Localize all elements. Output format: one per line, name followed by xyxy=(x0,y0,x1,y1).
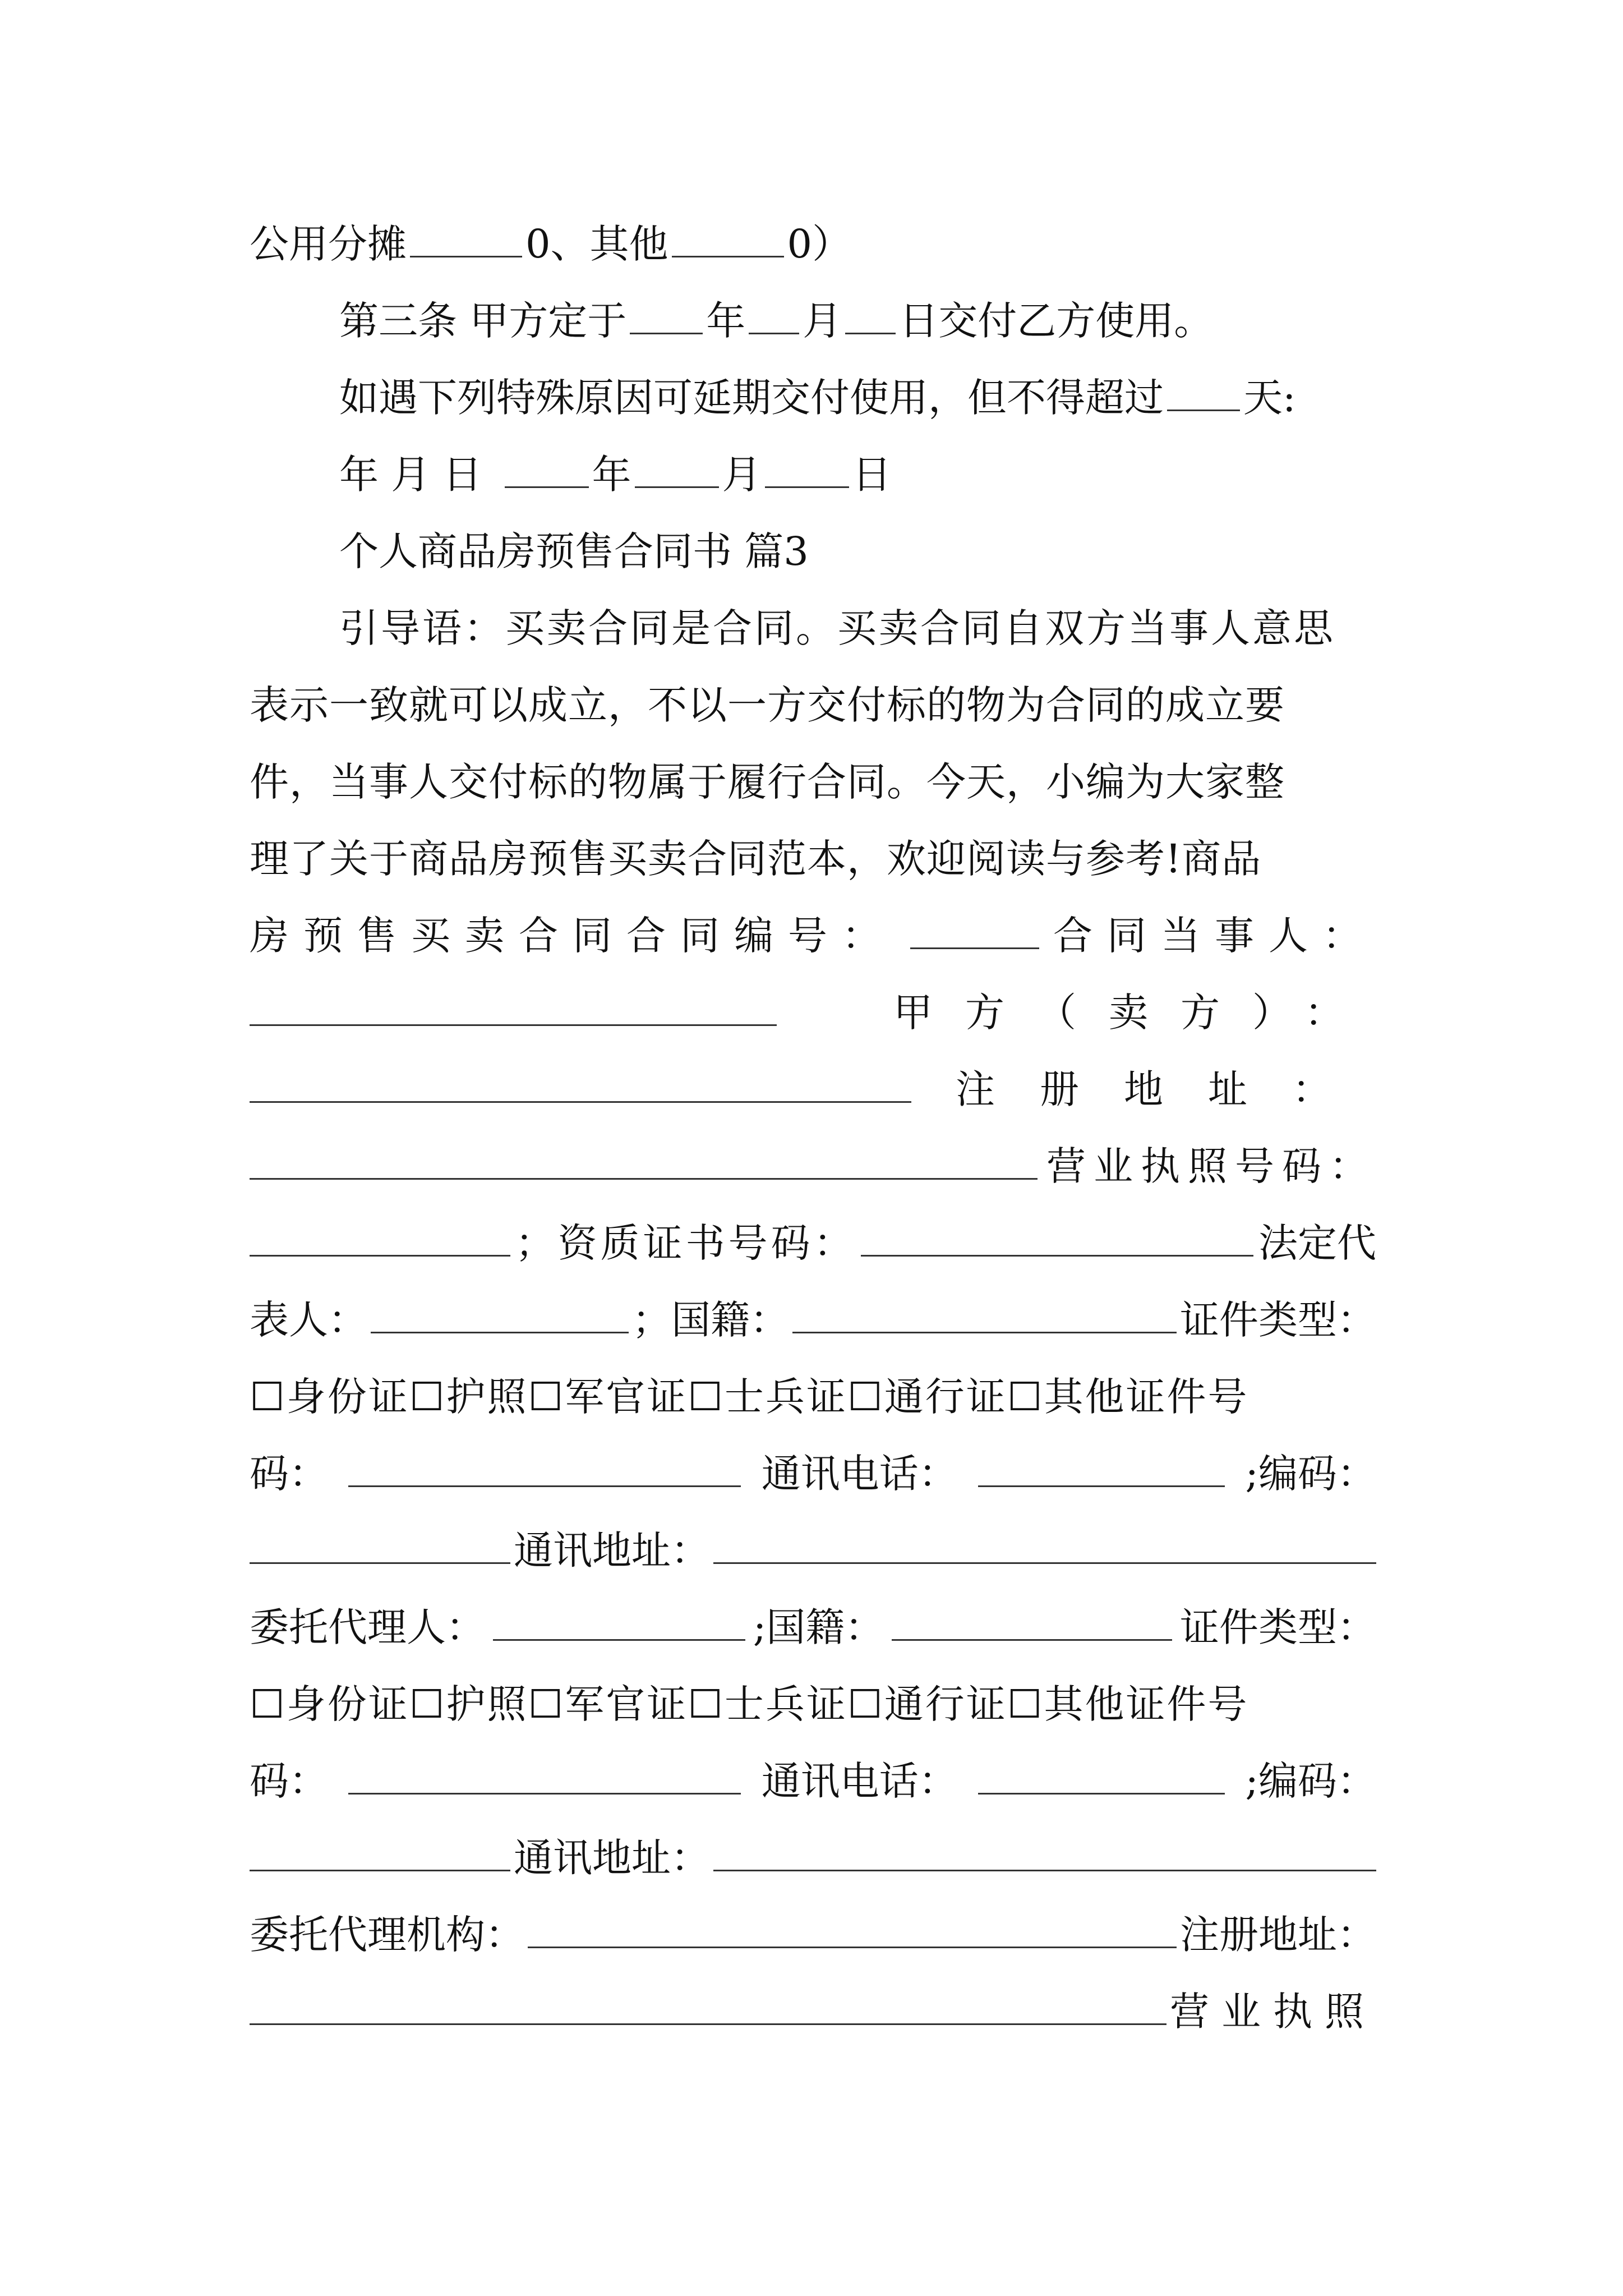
blank-field[interactable] xyxy=(250,990,777,1026)
blank-field[interactable] xyxy=(713,1527,1376,1564)
blank-day[interactable] xyxy=(765,452,849,488)
line-phone xyxy=(250,1753,1376,1809)
line-article-3 xyxy=(339,293,1376,349)
text-id-type: 证件类型： xyxy=(1179,1604,1376,1650)
blank-field[interactable] xyxy=(493,1604,745,1641)
blank-field[interactable] xyxy=(371,1297,629,1333)
blank-month[interactable] xyxy=(749,298,799,334)
line-representative xyxy=(250,1292,1376,1348)
line-phone xyxy=(250,1446,1376,1502)
id-type-checkboxes[interactable]: ☐身份证☐护照☐军官证☐士兵证☐通行证☐其他证件号 xyxy=(250,1374,1249,1420)
blank-field[interactable] xyxy=(672,221,784,257)
blank-contract-no[interactable] xyxy=(910,913,1039,949)
paragraph-line xyxy=(250,677,1376,733)
text-day: 日 xyxy=(852,452,892,498)
line-address xyxy=(250,1830,1376,1886)
line-reg-address xyxy=(250,1061,1376,1117)
line-contract-no xyxy=(250,908,1376,964)
paragraph-line xyxy=(339,600,1376,656)
paragraph-line xyxy=(250,831,1376,887)
blank-field[interactable] xyxy=(250,1066,911,1103)
text-reg-address: 注册地址： xyxy=(1180,1912,1376,1958)
text-days: 天: xyxy=(1243,375,1296,421)
text-other: 0、其他 xyxy=(525,221,668,267)
blank-field[interactable] xyxy=(978,1758,1225,1795)
text-nationality: ；国籍： xyxy=(631,1297,789,1343)
paragraph-text: 理了关于商品房预售买卖合同范本，欢迎阅读与参考!商品 xyxy=(250,836,1262,882)
line-agency xyxy=(250,1907,1376,1963)
paragraph-text: 件，当事人交付标的物属于履行合同。今天，小编为大家整 xyxy=(250,759,1285,805)
blank-year[interactable] xyxy=(630,298,703,334)
text-party-a: 甲方（卖方）： xyxy=(893,990,1376,1036)
line-agent xyxy=(250,1599,1376,1655)
text-ymd: 年 月 日 xyxy=(339,452,482,498)
text-parties: 合同当事人： xyxy=(1053,913,1376,959)
blank-days[interactable] xyxy=(1167,375,1240,411)
line-license xyxy=(250,1984,1376,2040)
line-license xyxy=(250,1138,1376,1194)
text-license: 营业执照 xyxy=(1170,1989,1376,2035)
blank-field[interactable] xyxy=(250,1835,510,1871)
line-party-a xyxy=(250,984,1376,1041)
text-phone: 通讯电话： xyxy=(761,1758,958,1804)
section-heading xyxy=(339,523,1376,579)
text-id-type: 证件类型： xyxy=(1180,1297,1376,1343)
line-delay xyxy=(339,370,1376,426)
id-type-checkboxes[interactable]: ☐身份证☐护照☐军官证☐士兵证☐通行证☐其他证件号 xyxy=(250,1681,1249,1727)
blank-day[interactable] xyxy=(845,298,896,334)
text-address: 通讯地址： xyxy=(514,1835,710,1881)
blank-field[interactable] xyxy=(892,1604,1172,1641)
paragraph-text: 引导语：买卖合同是合同。买卖合同自双方当事人意思 xyxy=(339,605,1335,651)
text-year: 年 xyxy=(706,298,746,344)
blank-field[interactable] xyxy=(250,1220,510,1257)
blank-field[interactable] xyxy=(713,1835,1376,1871)
text-postcode: ;编码： xyxy=(1245,1451,1376,1497)
paragraph-text: 表示一致就可以成立，不以一方交付标的物为合同的成立要 xyxy=(250,682,1285,728)
heading-text: 个人商品房预售合同书 篇3 xyxy=(339,528,809,574)
blank-year[interactable] xyxy=(505,452,589,488)
blank-field[interactable] xyxy=(250,1989,1166,2025)
text-agency: 委托代理机构： xyxy=(250,1912,524,1958)
text-license: 营业执照号码： xyxy=(1046,1143,1376,1189)
text-close: 0） xyxy=(787,221,852,267)
id-type-options xyxy=(250,1676,1376,1732)
blank-field[interactable] xyxy=(250,1527,510,1564)
text-code: 码： xyxy=(250,1758,328,1804)
blank-field[interactable] xyxy=(250,1143,1038,1180)
line-qualification xyxy=(250,1215,1376,1271)
text-code: 码： xyxy=(250,1451,328,1497)
id-type-options xyxy=(250,1369,1376,1425)
text-contract-no: 房预售买卖合同合同编号： xyxy=(250,913,896,959)
paragraph-line xyxy=(250,754,1376,810)
text-month: 月 xyxy=(803,298,842,344)
line-address xyxy=(250,1522,1376,1579)
blank-field[interactable] xyxy=(528,1912,1177,1948)
text-phone: 通讯电话： xyxy=(761,1451,958,1497)
text-delay: 如遇下列特殊原因可延期交付使用，但不得超过 xyxy=(339,375,1164,421)
blank-field[interactable] xyxy=(978,1451,1225,1487)
blank-month[interactable] xyxy=(635,452,719,488)
text-year: 年 xyxy=(592,452,631,498)
text-legal-rep: 法定代 xyxy=(1258,1220,1376,1266)
text-month: 月 xyxy=(722,452,762,498)
blank-field[interactable] xyxy=(410,221,522,257)
text-agent: 委托代理人： xyxy=(250,1604,485,1650)
blank-field[interactable] xyxy=(348,1451,741,1487)
text-reg-address: 注册地址： xyxy=(956,1066,1376,1112)
blank-field[interactable] xyxy=(348,1758,741,1795)
line-public-share xyxy=(250,216,1376,272)
text-postcode: ;编码： xyxy=(1245,1758,1376,1804)
blank-field[interactable] xyxy=(861,1220,1253,1257)
line-date xyxy=(339,447,1376,503)
text-article-3: 第三条 甲方定于 xyxy=(339,298,627,344)
text-deliver: 日交付乙方使用。 xyxy=(899,298,1214,344)
text-public-share: 公用分摊 xyxy=(250,221,407,267)
blank-field[interactable] xyxy=(792,1297,1177,1333)
text-qualification: ；资质证书号码： xyxy=(515,1220,856,1266)
text-nationality: ;国籍： xyxy=(753,1604,884,1650)
text-representative: 表人： xyxy=(250,1297,367,1343)
text-address: 通讯地址： xyxy=(514,1527,710,1573)
